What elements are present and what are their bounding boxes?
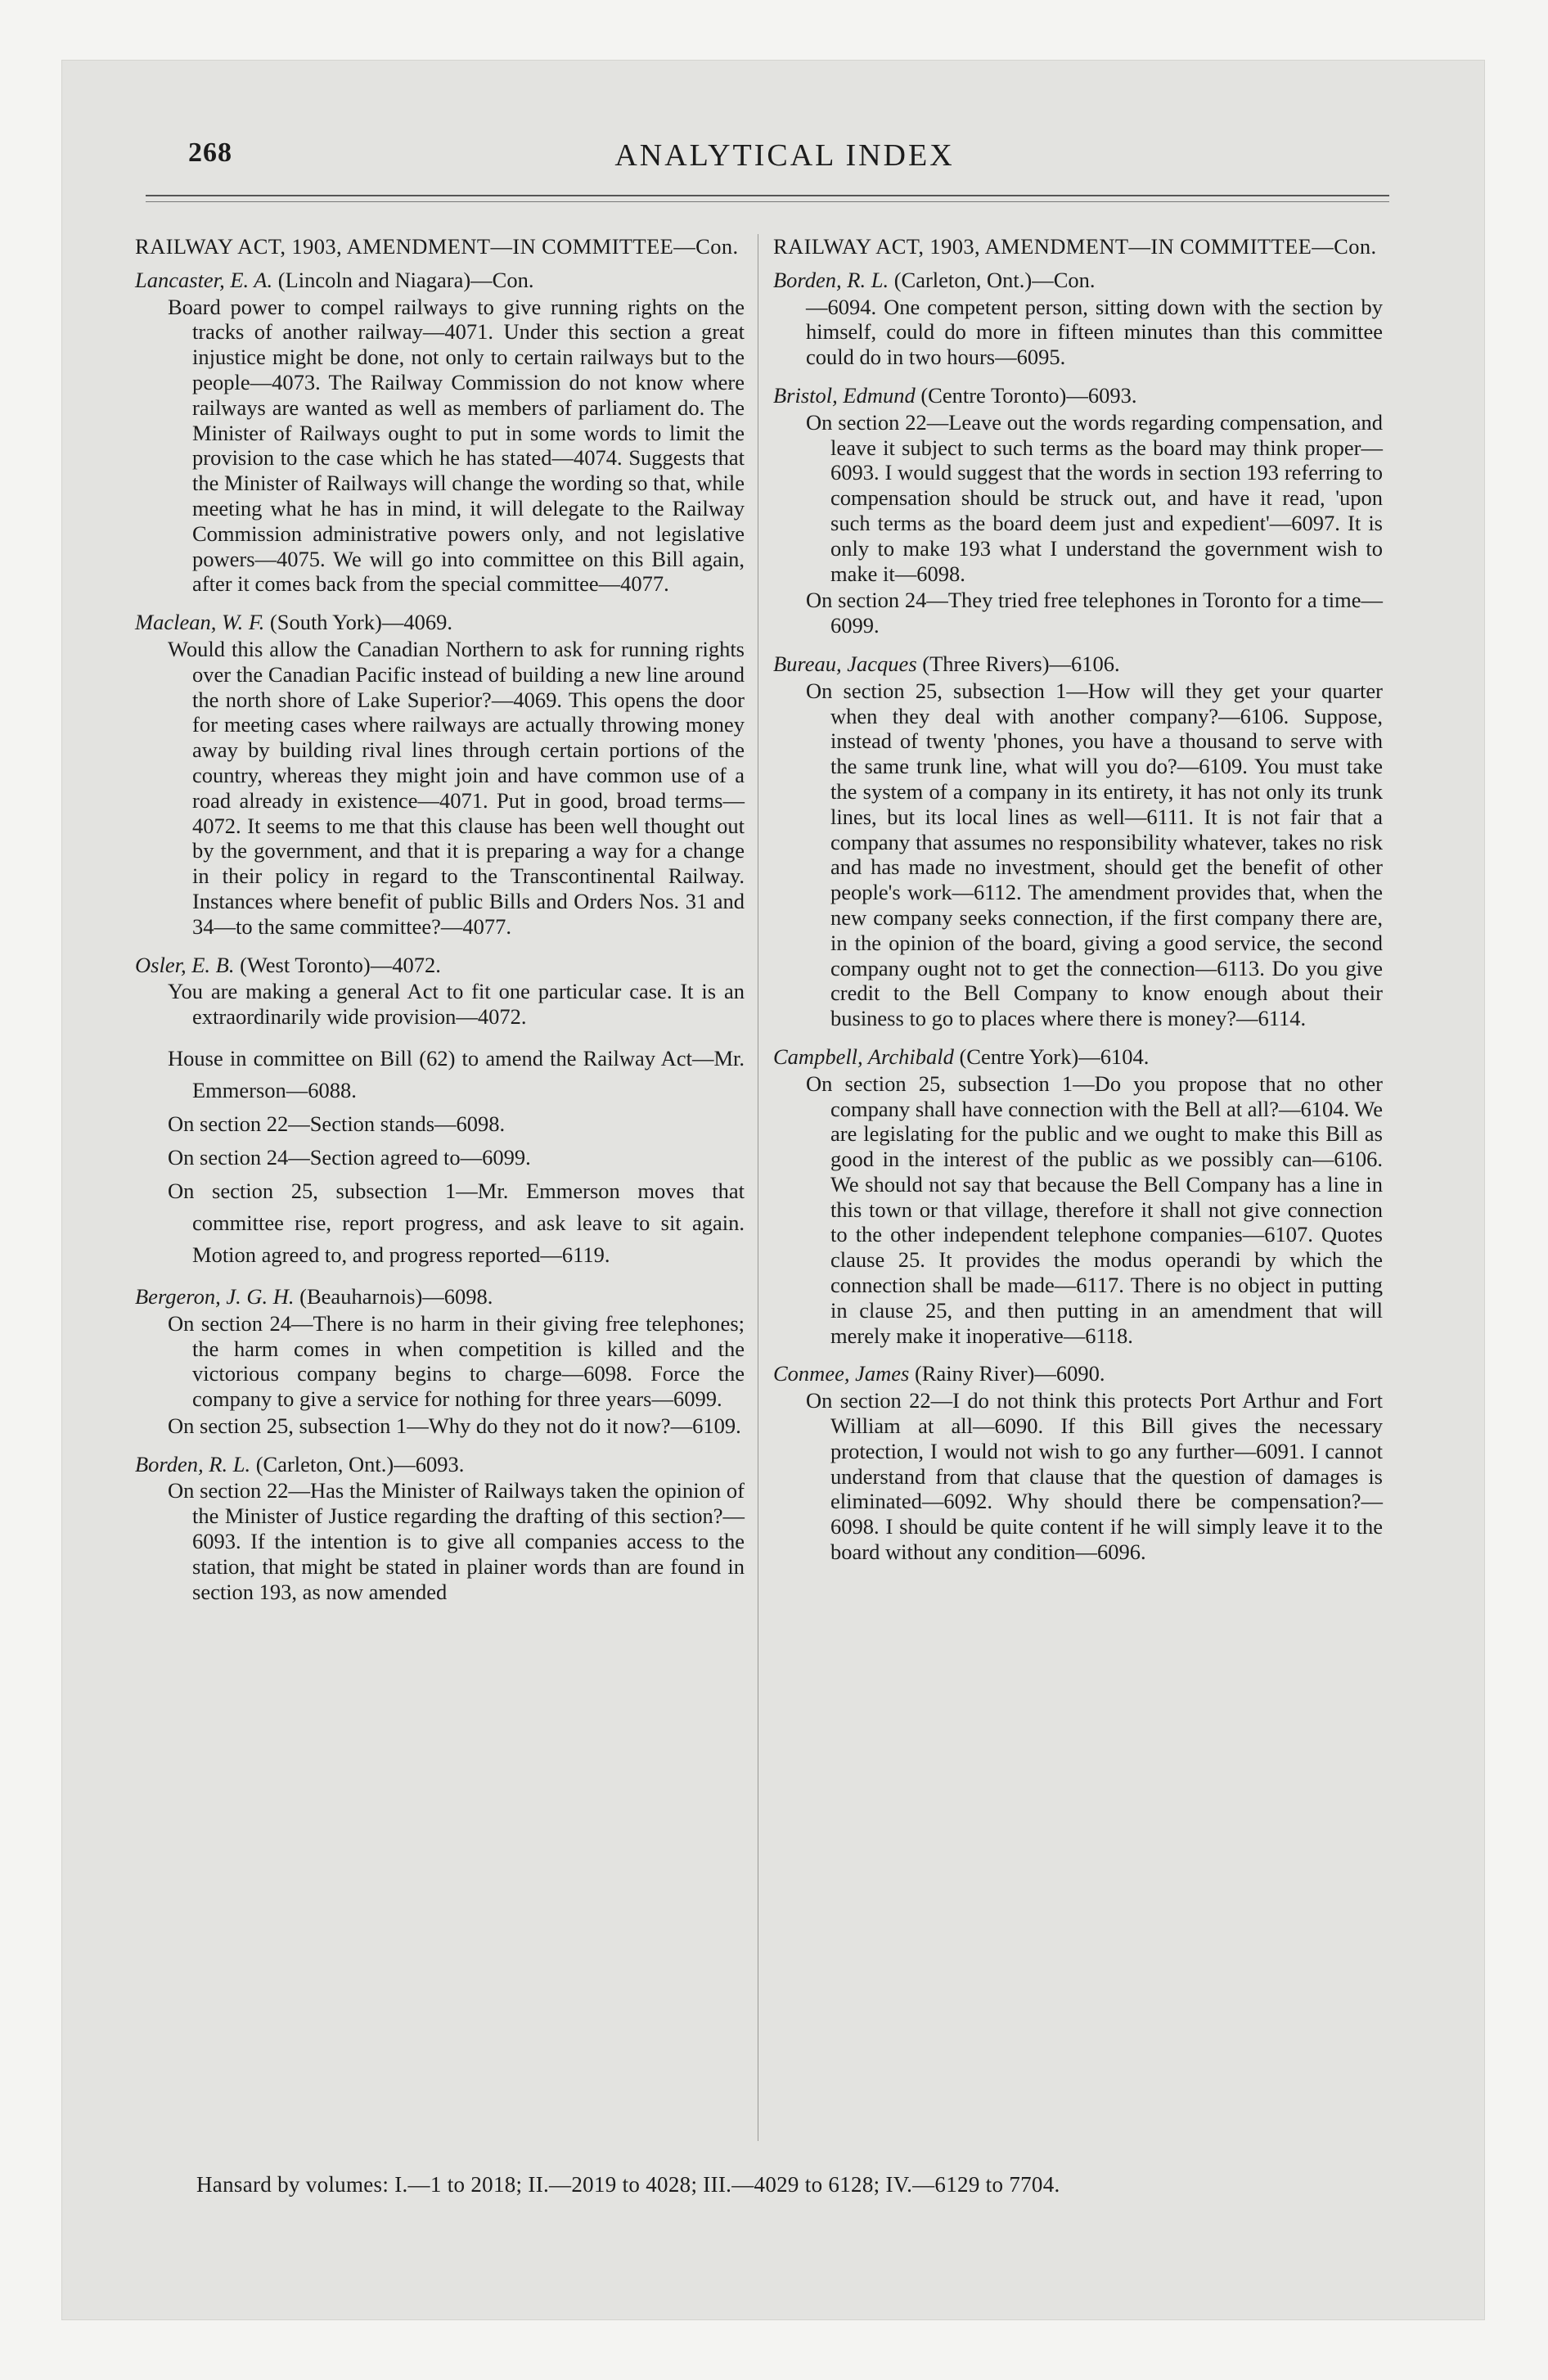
constituency: (Centre York)—6104. [959, 1044, 1150, 1069]
constituency: (West Toronto)—4072. [240, 952, 441, 977]
member-name: Lancaster, E. A. [135, 267, 273, 292]
member-name: Bergeron, J. G. H. [135, 1283, 295, 1309]
house-entry: On section 24—Section agreed to—6099. [168, 1144, 531, 1170]
index-entry [773, 268, 1383, 370]
entry-paragraph: On section 22—Has the Minister of Railways taken the opinion of the Minister of Justice regarding the drafting of this section?—6093. If the intention is to give all companies access to the station, that might be stated in plainer words than are found in section 193, as now amended [168, 1478, 745, 1604]
member-line [135, 268, 745, 293]
index-entry [135, 1452, 745, 1605]
constituency: (South York)—4069. [269, 610, 452, 635]
constituency: (Rainy River)—6090. [914, 1361, 1105, 1386]
entry-paragraph: Would this allow the Canadian Northern to ask for running rights over the Canadian Pacific instead of building a new line around the north shore of Lake Superior?—4069. This opens the door for meeting cases where railways are actually throwing money away by building rival lines through certain portions of the country, whereas they might join and have common use of a road already in existence—4071. Put in good, broad terms—4072. It seems to me that this clause has been well thought out by the government, and that it is preparing a way for a change in their policy in regard to the Transcontinental Railway. Instances where benefit of public Bills and Orders Nos. 31 and 34—to the same committee?—4077. [168, 636, 745, 939]
page-footer: Hansard by volumes: I.—1 to 2018; II.—2019 to 4028; III.—4029 to 6128; IV.—6129 to 7704. [196, 2172, 1060, 2197]
entry-paragraph: On section 22—Leave out the words regarding compensation, and leave it subject to such terms as the board may think proper—6093. I would suggest that the words in section 193 referring to compensation should be struck out, and have it read, 'upon such terms as the board deem just and expedient'—6097. It is only to make 193 what I understand the government wish to make it—6098. [806, 409, 1383, 586]
member-line [773, 651, 1383, 677]
constituency: (Beauharnois)—6098. [299, 1283, 493, 1309]
constituency: (Three Rivers)—6106. [922, 651, 1120, 676]
member-name: Maclean, W. F. [135, 610, 265, 635]
section-heading: RAILWAY ACT, 1903, AMENDMENT—IN COMMITTEE—Con. [773, 234, 1377, 259]
member-name: Osler, E. B. [135, 952, 235, 977]
member-line [135, 1452, 745, 1477]
index-entry [773, 383, 1383, 638]
member-line [773, 1361, 1383, 1386]
member-line [773, 268, 1383, 293]
member-name: Conmee, James [773, 1361, 910, 1386]
right-column [773, 234, 1383, 1565]
constituency: (Lincoln and Niagara)—Con. [277, 267, 534, 292]
house-committee-block [135, 1043, 745, 1271]
house-entry: On section 25, subsection 1—Mr. Emmerson moves that committee rise, report progress, and ask leave to sit again. Motion agreed to, and progress reported—6119. [168, 1178, 745, 1267]
entry-paragraph: On section 24—They tried free telephones in Toronto for a time—6099. [806, 588, 1383, 638]
member-line [773, 1044, 1383, 1070]
index-entry [773, 651, 1383, 1031]
member-name: Borden, R. L. [135, 1451, 251, 1476]
index-entry [773, 1361, 1383, 1564]
constituency: (Carleton, Ont.)—6093. [255, 1451, 465, 1476]
house-entry: House in committee on Bill (62) to amend the Railway Act—Mr. Emmerson—6088. [168, 1045, 745, 1102]
member-line [135, 953, 745, 978]
entry-paragraph: On section 24—There is no harm in their giving free telephones; the harm comes in when competition is killed and the victorious company begins to charge—6098. Force the company to give a service for nothing for three years—6099. [168, 1310, 745, 1412]
entry-paragraph: On section 25, subsection 1—Do you propose that no other company shall have connection with the Bell at all?—6104. We are legislating for the public and we ought to make this Bill as good in the interest of the public as we possibly can—6106. We should not say that because the Bell Company has a line in this town or that village, therefore it shall not give connection to the other independent telephone companies—6107. Quotes clause 25. It provides the modus operandi by which the connection shall be made—6117. There is no object in putting in clause 25, and then putting in an amendment that will merely make it inoperative—6118. [806, 1071, 1383, 1348]
entry-paragraph: —6094. One competent person, sitting down with the section by himself, could do more in fifteen minutes than this committee could do in two hours—6095. [806, 294, 1383, 370]
member-name: Bureau, Jacques [773, 651, 917, 676]
member-line [773, 383, 1383, 408]
house-entry: On section 22—Section stands—6098. [168, 1111, 506, 1136]
index-entry [135, 1284, 745, 1439]
header-rule-thin [146, 201, 1389, 202]
member-name: Bristol, Edmund [773, 382, 916, 408]
two-column-body [135, 234, 1395, 2149]
page-number: 268 [188, 137, 232, 168]
entry-paragraph: On section 25, subsection 1—How will they get your quarter when they deal with another company?—6106. Suppose, instead of twenty 'phones, you have a thousand to serve with the same trunk line, what will you do?—6109. You must take the system of a company in its entirety, it has not only its trunk lines, but its local lines as well—6111. It is not fair that a company that assumes no responsibility whatever, takes no risk and has made no investment, should get the benefit of other people's work—6112. The amendment provides that, when the new company seeks connection, if the first company there are, in the opinion of the board, giving a good service, the second company ought not to get the connection—6113. Do you give credit to the Bell Company to know enough about their business to go to places where there is money?—6114. [806, 678, 1383, 1031]
left-column [135, 234, 745, 1604]
entry-paragraph: You are making a general Act to fit one particular case. It is an extraordinarily wide provision—4072. [168, 979, 745, 1030]
constituency: (Carleton, Ont.)—Con. [893, 267, 1096, 292]
constituency: (Centre Toronto)—6093. [920, 382, 1137, 408]
entry-paragraph: On section 25, subsection 1—Why do they not do it now?—6109. [168, 1413, 741, 1438]
entry-paragraph: On section 22—I do not think this protects Port Arthur and Fort William at all—6090. If this Bill gives the necessary protection, I would not wish to go any further—6091. I cannot understand from that clause that the question of damages is eliminated—6092. Why should there be compensation?—6098. I should be quite content if he will simply leave it to the board without any condition—6096. [806, 1388, 1383, 1565]
header-rule [146, 195, 1389, 196]
member-line [135, 610, 745, 635]
index-entry [135, 610, 745, 939]
index-entry [135, 953, 745, 1030]
index-entry [773, 1044, 1383, 1349]
page-header [188, 137, 1381, 187]
member-name: Campbell, Archibald [773, 1044, 954, 1069]
member-line [135, 1284, 745, 1309]
index-entry [135, 268, 745, 597]
member-name: Borden, R. L. [773, 267, 889, 292]
running-title: ANALYTICAL INDEX [614, 138, 955, 173]
section-heading: RAILWAY ACT, 1903, AMENDMENT—IN COMMITTEE—Con. [135, 234, 739, 259]
entry-paragraph: Board power to compel railways to give running rights on the tracks of another railway—4071. Under this section a great injustice might be done, not only to certain railways but to the people—4073. The Railway Commission do not know where railways are wanted as well as members of parliament do. The Minister of Railways ought to put in some words to limit the provision to the case which he has stated—4074. Suggests that the Minister of Railways will change the wording so that, while meeting what he has in mind, it will delegate to the Railway Commission administrative powers only, and not legislative powers—4075. We will go into committee on this Bill again, after it comes back from the special committee—4077. [168, 294, 745, 597]
